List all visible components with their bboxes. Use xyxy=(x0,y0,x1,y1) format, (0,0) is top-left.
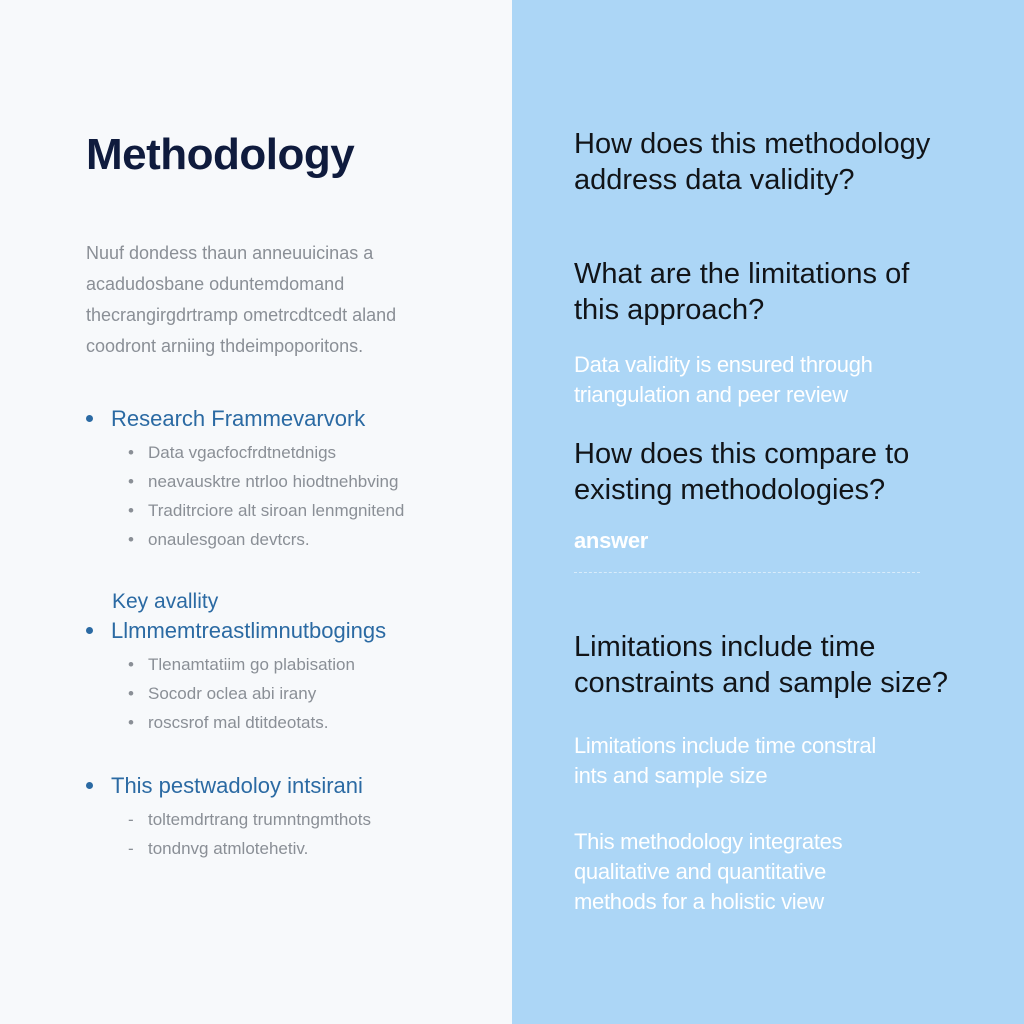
page-title: Methodology xyxy=(86,130,355,179)
question-line: constraints and sample size? xyxy=(574,667,948,699)
answer-line: This methodology integrates xyxy=(574,829,843,854)
divider xyxy=(574,572,920,573)
question-line: address data validity? xyxy=(574,164,855,196)
list-item: • Tlenamtatiim go plabisation xyxy=(128,650,472,679)
answer-line: Data validity is ensured through xyxy=(574,352,873,377)
answer-line: ints and sample size xyxy=(574,763,768,788)
list-item: • Data vgacfocfrdtnetdnigs xyxy=(128,438,472,467)
bullet-icon xyxy=(86,627,93,634)
section-heading-text: This pestwadoloy intsirani xyxy=(111,773,363,798)
intro-line: coodront arniing thdeimpoporitons. xyxy=(86,336,364,356)
list-item: • neavausktre ntrloo hiodtnehbving xyxy=(128,467,472,496)
sub-list xyxy=(128,650,472,737)
answer-block xyxy=(574,350,984,410)
intro-line: Nuuf dondess thaun anneuuicinas a xyxy=(86,243,374,263)
sub-list xyxy=(128,438,472,554)
question-line: How does this compare to xyxy=(574,438,910,470)
answer-line: triangulation and peer review xyxy=(574,382,848,407)
answer-block xyxy=(574,526,984,573)
sub-list xyxy=(128,805,472,863)
question-block xyxy=(574,256,984,328)
list-item: • Traditrciore alt siroan lenmgnitend xyxy=(128,496,472,525)
answer-line: Limitations include time constral xyxy=(574,733,876,758)
section-heading xyxy=(86,773,472,799)
section-research-framework xyxy=(86,406,472,554)
question-block xyxy=(574,126,984,198)
answer-line: qualitative and quantitative xyxy=(574,859,827,884)
question-line: this approach? xyxy=(574,294,765,326)
list-item: • roscsrof mal dtitdeotats. xyxy=(128,708,472,737)
section-limitations xyxy=(86,618,472,737)
list-item: • Socodr oclea abi irany xyxy=(128,679,472,708)
question-block xyxy=(574,629,984,701)
bullet-icon xyxy=(86,782,93,789)
answer-block xyxy=(574,731,984,791)
section-integration xyxy=(86,773,472,863)
section-heading xyxy=(86,618,472,644)
question-line: How does this methodology xyxy=(574,128,931,160)
question-line: Limitations include time xyxy=(574,631,876,663)
list-item-continuation-text: tondnvg atmlotehetiv. xyxy=(148,839,309,858)
question-block xyxy=(574,436,984,508)
list-item-continuation xyxy=(128,525,472,554)
list-item: - toltemdrtrang trumntngmthots xyxy=(128,805,472,834)
section-heading xyxy=(86,406,472,432)
section-heading-text: Research Frammevarvork xyxy=(111,406,366,431)
section-heading-text: Llmmemtreastlimnutbogings xyxy=(111,618,387,643)
list-item-continuation xyxy=(128,834,472,863)
list-item-continuation-text: onaulesgoan devtcrs. xyxy=(148,530,310,549)
answer-line: answer xyxy=(574,528,649,553)
key-label: Key avallity xyxy=(112,590,219,613)
intro-line: thecrangirgdrtramp ometrcdtcedt aland xyxy=(86,305,397,325)
intro-paragraph xyxy=(86,238,466,362)
right-panel xyxy=(512,0,1024,1024)
question-line: existing methodologies? xyxy=(574,474,886,506)
question-line: What are the limitations of xyxy=(574,258,910,290)
answer-line: methods for a holistic view xyxy=(574,889,824,914)
answer-block xyxy=(574,827,984,917)
bullet-icon xyxy=(86,415,93,422)
intro-line: acadudosbane oduntemdomand xyxy=(86,274,345,294)
